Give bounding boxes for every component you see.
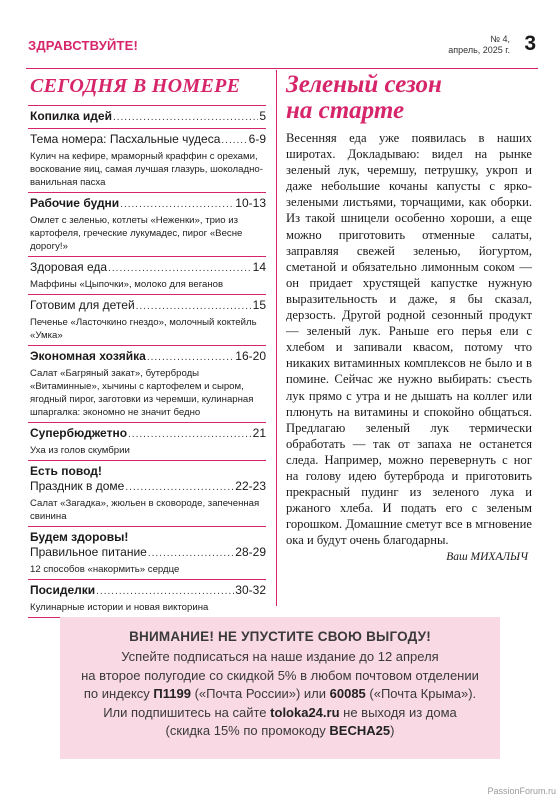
toc-leader-dots bbox=[221, 133, 247, 148]
toc-entry-page: 21 bbox=[252, 426, 266, 440]
toc-entry-page: 22-23 bbox=[235, 479, 266, 493]
promo-line-3-post: («Почта Крыма»). bbox=[369, 686, 477, 701]
toc-entry-label: Посиделки bbox=[30, 583, 96, 597]
toc-entry-page: 30-32 bbox=[235, 583, 266, 597]
toc-leader-dots bbox=[96, 584, 234, 599]
toc-entry[interactable] bbox=[30, 260, 266, 276]
toc-list bbox=[28, 106, 266, 618]
toc-section bbox=[28, 295, 266, 346]
promo-line-3-mid: («Почта России») или bbox=[194, 686, 326, 701]
toc-section bbox=[28, 461, 266, 527]
toc-section bbox=[28, 346, 266, 423]
toc-entry[interactable] bbox=[30, 545, 266, 561]
toc-entry-page: 28-29 bbox=[235, 545, 266, 559]
promo-line-2: на второе полугодие со скидкой 5% в любом почтовом отделении bbox=[81, 667, 479, 683]
promo-line-5-pre: (скидка 15% по промокоду bbox=[165, 723, 326, 738]
toc-leader-dots bbox=[128, 427, 252, 442]
toc-entry[interactable] bbox=[30, 109, 266, 125]
promo-line-4-pre: Или подпишитесь на сайте bbox=[103, 704, 267, 720]
column-divider bbox=[276, 70, 277, 606]
toc-entry-description: Печенье «Ласточкино гнездо», молочный коктейль «Умка» bbox=[30, 317, 257, 341]
section-title: ЗДРАВСТВУЙТЕ! bbox=[28, 38, 139, 53]
toc-entry-label: Здоровая еда bbox=[30, 260, 108, 274]
header-divider bbox=[26, 68, 538, 69]
toc-entry-page: 6-9 bbox=[248, 132, 266, 146]
toc-entry[interactable] bbox=[30, 479, 266, 495]
article-title-line-1: Зеленый сезон bbox=[286, 71, 442, 98]
toc-entry[interactable] bbox=[30, 426, 266, 442]
toc-entry-description: Омлет с зеленью, котлеты «Неженки», трио из картофеля, греческие лукумадес, пирог «Весне дорогу!» bbox=[30, 215, 243, 252]
toc-rubric-heading: Есть повод! bbox=[30, 464, 102, 478]
toc-leader-dots bbox=[147, 350, 234, 365]
subscription-site-link[interactable]: toloka24.ru bbox=[270, 704, 340, 720]
toc-entry-label: Копилка идей bbox=[30, 109, 112, 123]
toc-section bbox=[28, 257, 266, 295]
toc-entry-label: Готовим для детей bbox=[30, 298, 135, 312]
toc-leader-dots bbox=[108, 261, 252, 276]
toc-entry-page: 14 bbox=[252, 260, 266, 274]
toc-entry-description: Салат «Багряный закат», бутерброды «Витаминные», хычины с картофелем и сыром, ягодный пирог, заготовки из черемши, кулинарная шпаргалка: экономно не значит бедно bbox=[30, 368, 254, 418]
toc-entry[interactable] bbox=[30, 196, 266, 212]
toc-section bbox=[28, 527, 266, 580]
promo-line-5-post: ) bbox=[390, 723, 395, 738]
table-of-contents bbox=[28, 70, 266, 618]
toc-section bbox=[28, 106, 266, 129]
toc-leader-dots bbox=[120, 197, 234, 212]
toc-entry-page: 10-13 bbox=[235, 196, 266, 210]
promo-title: ВНИМАНИЕ! НЕ УПУСТИТЕ СВОЮ ВЫГОДУ! bbox=[129, 629, 431, 644]
article-body: Весенняя еда уже появилась в наших широтах. Докладываю: видел на рынке зеленый лук, черемшу, петрушку, укроп и даже небольшие кочаны капусты с ярко-зелеными листьями, торчащими, как оборки. Из такой шницели особенно хороши, а еще можно приготовить отменные салаты, заправляя свежей зеленью, йогуртом, сметаной и обязательно лимонным соком — он придает хрустящей капустке нужную выразительность и даже, я бы сказал, дерзость. Другой родной сезонный продукт — зеленый лук. Раньше его перья ели с хлебом и запивали квасом, потому что никаких витаминных комплексов не было и в помине. Сейчас же нужно выбирать: съесть лук прямо с утра и не дышать на коллег или плюнуть на витамины и спокойно общаться. Предлагаю зеленый лук термически обработать — так от запаха не останется следа. Например, можно перевернуть с ног на голову идею бутерброда и приготовить прекрасный пудинг из зеленого лука и ржаного хлеба. И подать его с зеленым горошком. Домашние сметут все в мгновение ока и будут очень благодарны. bbox=[286, 131, 532, 548]
watermark: PassionForum.ru bbox=[487, 786, 556, 796]
promo-line-1: Успейте подписаться на наше издание до 12 апреля bbox=[121, 649, 439, 664]
toc-section bbox=[28, 423, 266, 461]
toc-section bbox=[28, 193, 266, 257]
toc-leader-dots bbox=[136, 299, 252, 314]
toc-entry-label: Тема номера: Пасхальные чудеса bbox=[30, 132, 221, 146]
toc-leader-dots bbox=[125, 480, 234, 495]
issue-date: апрель, 2025 г. bbox=[448, 45, 510, 55]
toc-leader-dots bbox=[148, 546, 234, 561]
promo-line-4-post: не выходя из дома bbox=[343, 704, 457, 720]
toc-entry-description: 12 способов «накормить» сердце bbox=[30, 564, 180, 575]
postal-index-crimea: 60085 bbox=[329, 686, 366, 701]
page-header bbox=[26, 30, 538, 72]
toc-entry[interactable] bbox=[30, 349, 266, 365]
promo-line-3-pre: по индексу bbox=[83, 686, 150, 701]
subscription-promo bbox=[60, 617, 500, 759]
article-title bbox=[286, 70, 532, 124]
toc-entry[interactable] bbox=[30, 132, 266, 148]
promo-line-5 bbox=[68, 722, 492, 741]
postal-index-russia: П1199 bbox=[153, 686, 191, 701]
toc-entry-description: Уха из голов скумбрии bbox=[30, 445, 130, 456]
page-number: 3 bbox=[524, 32, 536, 55]
toc-entry-label: Супербюджетно bbox=[30, 426, 128, 440]
toc-entry-page: 15 bbox=[252, 298, 266, 312]
promo-line-3 bbox=[68, 685, 492, 704]
toc-section bbox=[28, 580, 266, 618]
toc-leader-dots bbox=[113, 110, 258, 125]
toc-section bbox=[28, 129, 266, 193]
toc-entry-description: Маффины «Цыпочки», молоко для веганов bbox=[30, 279, 224, 290]
toc-entry-label: Правильное питание bbox=[30, 545, 147, 559]
toc-entry-label: Рабочие будни bbox=[30, 196, 120, 210]
toc-entry-description: Кулинарные истории и новая викторина bbox=[30, 602, 209, 613]
toc-entry-page: 16-20 bbox=[235, 349, 266, 363]
article-signature: Ваш МИХАЛЫЧ bbox=[446, 551, 528, 564]
toc-entry-description: Салат «Загадка», жюльен в сковороде, запеченная свинина bbox=[30, 498, 260, 522]
editorial-article bbox=[286, 70, 532, 563]
toc-entry-description: Кулич на кефире, мраморный краффин с орехами, воскование яиц, самая лучшая глазурь, шоколадно-ванильная пасха bbox=[30, 151, 263, 188]
toc-entry-label: Экономная хозяйка bbox=[30, 349, 146, 363]
article-title-line-2: на старте bbox=[286, 97, 405, 124]
issue-number: № 4, bbox=[490, 34, 510, 44]
toc-title: СЕГОДНЯ В НОМЕРЕ bbox=[28, 70, 266, 106]
promo-code: ВЕСНА25 bbox=[329, 723, 391, 738]
toc-entry-page: 5 bbox=[259, 109, 266, 123]
toc-entry[interactable] bbox=[30, 298, 266, 314]
promo-line-4 bbox=[68, 704, 492, 723]
toc-rubric-heading: Будем здоровы! bbox=[30, 530, 129, 544]
toc-entry-label: Праздник в доме bbox=[30, 479, 125, 493]
toc-entry[interactable] bbox=[30, 583, 266, 599]
promo-text bbox=[60, 644, 500, 741]
issue-info bbox=[448, 34, 510, 56]
